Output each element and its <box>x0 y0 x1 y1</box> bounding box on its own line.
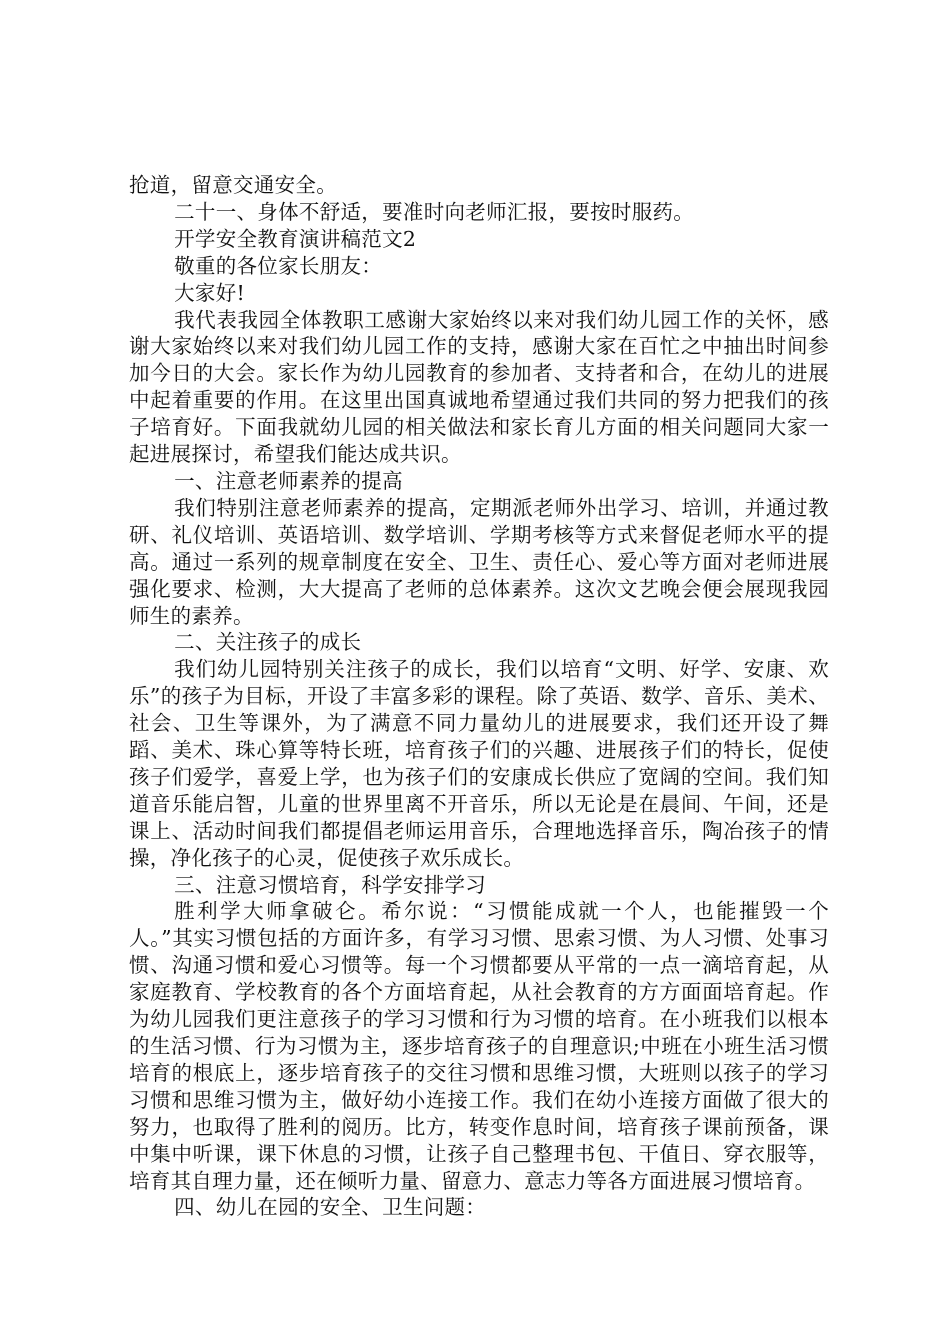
section-heading-3: 三、注意习惯培育，科学安排学习 <box>174 872 487 897</box>
paragraph-traffic-safety-tail: 抢道，留意交通安全。 <box>129 173 337 197</box>
salutation: 敬重的各位家长朋友： <box>174 253 383 278</box>
paragraph-rule-21: 二十一、身体不舒适，要准时向老师汇报，要按时服药。 <box>174 199 695 224</box>
paragraph-child-growth: 我们幼儿园特别关注孩子的成长，我们以培育“文明、好学、安康、欢乐”的孩子为目标，开设了丰富多彩的课程。除了英语、数学、音乐、美术、社会、卫生等课外，为了满意不同力量幼儿的进展要求，我们还开设了舞蹈、美术、珠心算等特长班，培育孩子们的兴趣、进展孩子们的特长，促使孩子们爱学，喜爱上学，也为孩子们的安康成长供应了宽阔的空间。我们知道音乐能启智，儿童的世界里离不开音乐，所以无论是在晨间、午间，还是课上、活动时间我们都提倡老师运用音乐，合理地选择音乐，陶冶孩子的情操，净化孩子的心灵，促使孩子欢乐成长。 <box>129 657 829 870</box>
document-body <box>129 172 829 1221</box>
section-heading-1: 一、注意老师素养的提高 <box>174 468 403 493</box>
paragraph-habits: 胜利学大师拿破仑。希尔说：“习惯能成就一个人，也能摧毁一个人。”其实习惯包括的方面许多，有学习习惯、思索习惯、为人习惯、处事习惯、沟通习惯和爱心习惯等。每一个习惯都要从平常的一点一滴培育起，从家庭教育、学校教育的各个方面培育起，从社会教育的方方面面培育起。作为幼儿园我们更注意孩子的学习习惯和行为习惯的培育。在小班我们以根本的生活习惯、行为习惯为主，逐步培育孩子的自理意识;中班在小班生活习惯培育的根底上，逐步培育孩子的交往习惯和思维习惯，大班则以孩子的学习习惯和思维习惯为主，做好幼小连接工作。我们在幼小连接方面做了很大的努力，也取得了胜利的阅历。比方，转变作息时间，培育孩子课前预备，课中集中听课，课下休息的习惯，让孩子自己整理书包、干值日、穿衣服等，培育其自理力量，还在倾听力量、留意力、意志力等各方面进展习惯培育。 <box>129 899 829 1193</box>
paragraph-teacher-quality: 我们特别注意老师素养的提高，定期派老师外出学习、培训，并通过教研、礼仪培训、英语培训、数学培训、学期考核等方式来督促老师水平的提高。通过一系列的规章制度在安全、卫生、责任心、爱心等方面对老师进展强化要求、检测，大大提高了老师的总体素养。这次文艺晚会便会展现我园师生的素养。 <box>129 495 829 628</box>
section-heading-4: 四、幼儿在园的安全、卫生问题： <box>174 1195 487 1220</box>
speech-title: 开学安全教育演讲稿范文2 <box>174 226 417 251</box>
greeting: 大家好! <box>174 280 246 305</box>
section-heading-2: 二、关注孩子的成长 <box>174 630 362 655</box>
paragraph-intro: 我代表我园全体教职工感谢大家始终以来对我们幼儿园工作的关怀，感谢大家始终以来对我们幼儿园工作的支持，感谢大家在百忙之中抽出时间参加今日的大会。家长作为幼儿园教育的参加者、支持者和合，在幼儿的进展中起着重要的作用。在这里出国真诚地希望通过我们共同的努力把我们的孩子培育好。下面我就幼儿园的相关做法和家长育儿方面的相关问题同大家一起进展探讨，希望我们能达成共识。 <box>129 307 829 467</box>
